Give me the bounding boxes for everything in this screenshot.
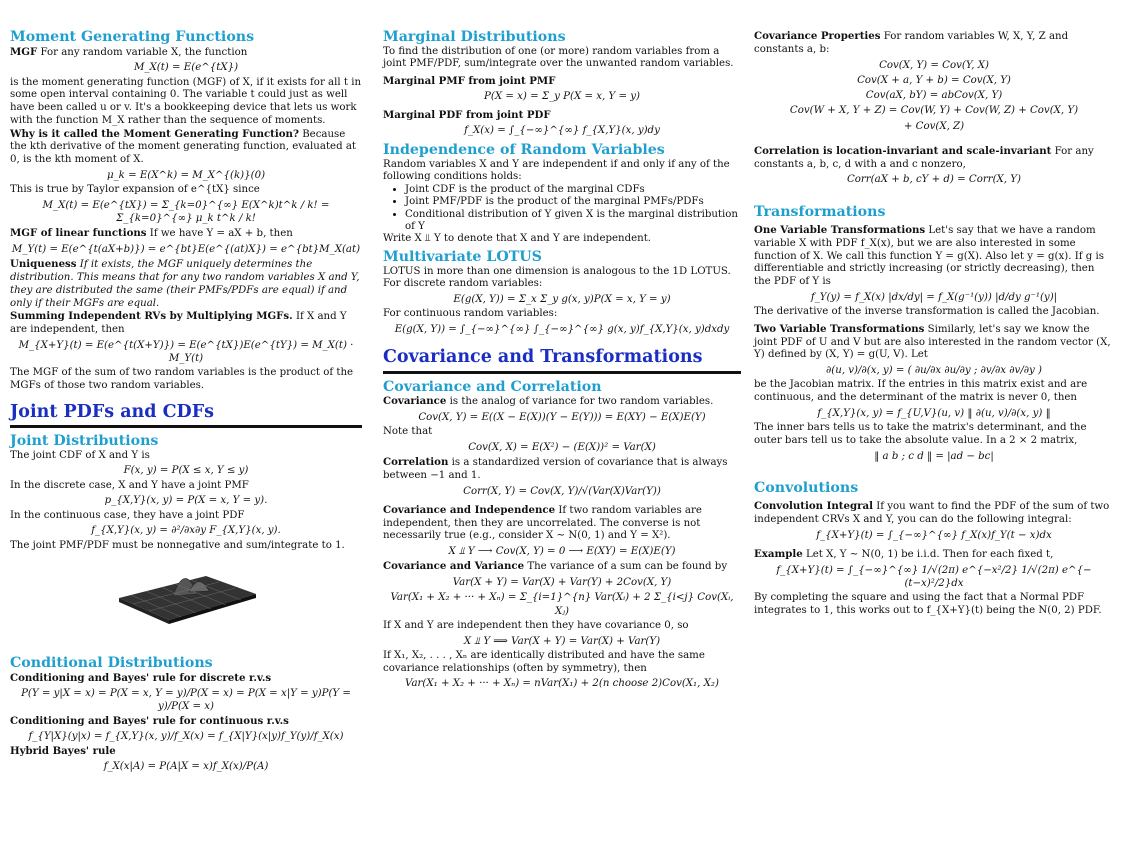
joint-pmf-text: In the discrete case, X and Y have a joint PMF (10, 479, 249, 491)
correlation-invariance-equation: Corr(aX + b, cY + d) = Corr(X, Y) (846, 174, 1021, 186)
covariance-variance-equation: Cov(X, X) = E(X²) − (E(X))² = Var(X) (468, 441, 656, 453)
mgf-linear: MGF of linear functions If we have Y = aX + b, then (10, 227, 293, 240)
column-1 (10, 30, 362, 775)
section-divider (383, 371, 741, 374)
joint-cdf-text: The joint CDF of X and Y is (10, 449, 150, 461)
two-variable-transformations: Two Variable Transformations Similarly, let's say we know the joint PDF of U and V but are also interested in the random vector (X, Y) defined by (X, Y) = g(U, V). Let (754, 322, 1111, 361)
covariance-property-equation: Cov(aX, bY) = abCov(X, Y) (865, 90, 1003, 101)
independence-notation: Write X ⫫ Y to denote that X and Y are independent. (383, 233, 652, 245)
covariance-property-equation: Cov(X + a, Y + b) = Cov(X, Y) (857, 74, 1011, 86)
independent-variance-equation: X ⫫ Y ⟹ Var(X + Y) = Var(X) + Var(Y) (463, 635, 661, 647)
two-variable-equation: f_{X,Y}(x, y) = f_{U,V}(u, v) ‖ ∂(u, v)/∂(x, y) ‖ (817, 407, 1051, 419)
taylor-equation: M_X(t) = E(e^{tX}) = Σ_{k=0}^{∞} E(X^k)t^k / k! = Σ_{k=0}^{∞} μ_k t^k / k! (42, 199, 330, 225)
jacobian-matrix-equation: ∂(u, v)/∂(x, y) = ( ∂u/∂x ∂u/∂y ; ∂v/∂x ∂v/∂y ) (826, 365, 1042, 377)
covariance-independence-equation: X ⫫ Y ⟶ Cov(X, Y) = 0 ⟶ E(XY) = E(X)E(Y) (448, 546, 676, 558)
joint-pdf-text: In the continuous case, they have a joint PDF (10, 509, 245, 521)
covariance-property-equation: Cov(W + X, Y + Z) = Cov(W, Y) + Cov(W, Z) + Cov(X, Y) (789, 105, 1079, 117)
section-title-covariance-correlation: Covariance and Correlation (383, 378, 602, 395)
convolution-example-equation: f_{X+Y}(t) = ∫_{−∞}^{∞} 1/√(2π) e^{−x²/2} 1/√(2π) e^{−(t−x)²/2}dx (776, 564, 1092, 590)
covariance-properties: Covariance Properties For random variables W, X, Y, Z and constants a, b: (754, 30, 1069, 55)
independence-text: Random variables X and Y are independent if and only if any of the following conditions holds: (383, 158, 730, 183)
covariance-property-equation: Cov(X, Y) = Cov(Y, X) (879, 59, 989, 71)
mgf-linear-equation: M_Y(t) = E(e^{t(aX+b)}) = e^{bt}E(e^{(at)X}) = e^{bt}M_X(at) (11, 244, 361, 256)
section-title-joint-distributions: Joint Distributions (10, 433, 159, 450)
correlation-equation: Corr(X, Y) = Cov(X, Y)/√(Var(X)Var(Y)) (463, 485, 661, 497)
iid-text: If X₁, X₂, . . . , Xₙ are identically distributed and have the same covariance relationships (often by symmetry), then (383, 649, 705, 674)
marginal-pmf-heading: Marginal PMF from joint PMF (383, 75, 556, 88)
covariance-property-equation: + Cov(X, Z) (903, 120, 965, 132)
section-title-marginal: Marginal Distributions (383, 29, 566, 45)
correlation-definition: Correlation is a standardized version of covariance that is always between −1 and 1. (383, 456, 728, 481)
joint-pdf-surface-plot (111, 558, 261, 626)
joint-cdf-equation: F(x, y) = P(X ≤ x, Y ≤ y) (123, 465, 249, 477)
mgf-definition-equation: M_X(t) = E(e^{tX}) (133, 62, 239, 74)
lotus-continuous-equation: E(g(X, Y)) = ∫_{−∞}^{∞} ∫_{−∞}^{∞} g(x, y)f_{X,Y}(x, y)dxdy (394, 324, 730, 336)
mgf-why: Why is it called the Moment Generating Function? Because the kth derivative of the moment generating function, evaluated at 0, is the kth moment of X. (10, 127, 356, 166)
marginal-text: To find the distribution of one (or more) random variables from a joint PMF/PDF, sum/integrate over the unwanted random variables. (383, 45, 734, 70)
hybrid-bayes-equation: f_X(x|A) = P(A|X = x)f_X(x)/P(A) (103, 761, 269, 773)
mgf-moment-equation: μ_k = E(X^k) = M_X^{(k)}(0) (106, 169, 266, 181)
column-3 (754, 30, 1114, 618)
one-variable-transformations: One Variable Transformations Let's say that we have a random variable X with PDF f_X(x), but we are also interested in some function of X. We call this function Y = g(X). Also let y = g(x). If g is differentiable and strictly increasing (or strictly decreasing), then the PDF of Y is (754, 224, 1104, 288)
section-title-joint-pdfs: Joint PDFs and CDFs (10, 401, 214, 422)
convolution-example: Example Let X, Y ∼ N(0, 1) be i.i.d. Then for each fixed t, (754, 548, 1054, 561)
hybrid-bayes-heading: Hybrid Bayes' rule (10, 745, 116, 758)
section-title-convolutions: Convolutions (754, 479, 859, 496)
mgf-definition-text: is the moment generating function (MGF) of X, if it exists for all t in some open interval containing 0. The variable t could just as well have been called u or v. It's a bookkeeping device that lets us work with the function M_X rather than the sequence of moments. (10, 76, 362, 126)
note-text: Note that (383, 426, 433, 438)
iid-variance-equation: Var(X₁ + X₂ + ··· + Xₙ) = nVar(X₁) + 2(n choose 2)Cov(X₁, X₂) (405, 678, 719, 690)
list-item: • Joint PMF/PDF is the product of the marginal PMFs/PDFs (405, 196, 741, 208)
covariance-equation: Cov(X, Y) = E((X − E(X))(Y − E(Y))) = E(XY) − E(X)E(Y) (418, 411, 706, 423)
cond-discrete-equation: P(Y = y|X = x) = P(X = x, Y = y)/P(X = x) = P(X = x|Y = y)P(Y = y)/P(X = x) (21, 687, 351, 713)
convolution-example-text: By completing the square and using the fact that a Normal PDF integrates to 1, this works out to f_{X+Y}(t) being the N(0, 2) PDF. (754, 592, 1102, 617)
cond-discrete-heading: Conditioning and Bayes' rule for discrete r.v.s (10, 672, 272, 685)
covariance-independence: Covariance and Independence If two random variables are independent, then they are uncorrelated. The converse is not necessarily true (e.g., consider X ∼ N(0, 1) and Y = X²). (383, 503, 702, 542)
section-title-conditional: Conditional Distributions (10, 655, 213, 672)
mgf-sum-equation: M_{X+Y}(t) = E(e^{t(X+Y)}) = E(e^{tX})E(e^{tY}) = M_X(t) · M_Y(t) (18, 339, 354, 365)
lotus-continuous-text: For continuous random variables: (383, 308, 558, 320)
jacobian-matrix-text: be the Jacobian matrix. If the entries in this matrix exist and are continuous, and the determinant of the matrix is never 0, then (754, 379, 1088, 404)
independent-covariance-text: If X and Y are independent then they have covariance 0, so (383, 619, 689, 631)
marginal-pmf-equation: P(X = x) = Σ_y P(X = x, Y = y) (484, 90, 640, 102)
variance-sum-n-equation: Var(X₁ + X₂ + ··· + Xₙ) = Σ_{i=1}^{n} Var(Xᵢ) + 2 Σ_{i<j} Cov(Xᵢ, Xⱼ) (390, 592, 734, 617)
marginal-pdf-heading: Marginal PDF from joint PDF (383, 109, 551, 122)
variance-sum-equation: Var(X + Y) = Var(X) + Var(Y) + 2Cov(X, Y) (452, 577, 672, 589)
cond-continuous-heading: Conditioning and Bayes' rule for continuous r.v.s (10, 715, 289, 728)
determinant-bars-text: The inner bars tells us to take the matrix's determinant, and the outer bars tell us to take the absolute value. In a 2 × 2 matrix, (754, 422, 1087, 446)
convolution-integral-equation: f_{X+Y}(t) = ∫_{−∞}^{∞} f_X(x)f_Y(t − x)dx (816, 529, 1052, 541)
list-item: • Conditional distribution of Y given X is the marginal distribution of Y (405, 209, 741, 233)
one-variable-equation: f_Y(y) = f_X(x) |dx/dy| = f_X(g⁻¹(y)) |d/dy g⁻¹(y)| (810, 291, 1058, 303)
lotus-text: LOTUS in more than one dimension is analogous to the 1D LOTUS. For discrete random variables: (383, 265, 731, 290)
independence-conditions-list (383, 184, 741, 233)
column-2 (383, 30, 741, 693)
section-title-lotus: Multivariate LOTUS (383, 248, 542, 265)
mgf-sum-text: The MGF of the sum of two random variables is the product of the MGFs of those two random variables. (10, 367, 354, 392)
jacobian-text: The derivative of the inverse transformation is called the Jacobian. (754, 306, 1100, 318)
mgf-sum: Summing Independent RVs by Multiplying MGFs. If X and Y are independent, then (10, 310, 347, 336)
cond-continuous-equation: f_{Y|X}(y|x) = f_{X,Y}(x, y)/f_X(x) = f_{X|Y}(x|y)f_Y(y)/f_X(x) (28, 731, 344, 743)
covariance-definition: Covariance is the analog of variance for two random variables. (383, 395, 714, 408)
joint-pdf-equation: f_{X,Y}(x, y) = ∂²/∂x∂y F_{X,Y}(x, y). (91, 525, 281, 537)
lotus-discrete-equation: E(g(X, Y)) = Σ_x Σ_y g(x, y)P(X = x, Y = y) (453, 294, 671, 306)
section-title-transformations: Transformations (754, 203, 886, 220)
covariance-variance: Covariance and Variance The variance of a sum can be found by (383, 560, 728, 573)
convolution-integral: Convolution Integral If you want to find the PDF of the sum of two independent CRVs X and Y, you can do the following integral: (754, 500, 1110, 526)
list-item: • Joint CDF is the product of the marginal CDFs (405, 184, 741, 196)
taylor-text: This is true by Taylor expansion of e^{tX} since (10, 184, 260, 196)
mgf-definition: MGF For any random variable X, the function (10, 45, 248, 58)
section-title-covariance-transformations: Covariance and Transformations (383, 347, 703, 368)
correlation-invariance: Correlation is location-invariant and scale-invariant For any constants a, b, c, d with a and c nonzero, (754, 144, 1094, 170)
joint-pmf-equation: p_{X,Y}(x, y) = P(X = x, Y = y). (104, 495, 268, 507)
section-divider (10, 425, 362, 428)
determinant-equation: ‖ a b ; c d ‖ = |ad − bc| (874, 450, 994, 462)
section-title-independence: Independence of Random Variables (383, 142, 665, 159)
section-title-mgf: Moment Generating Functions (10, 29, 255, 45)
mgf-uniqueness: Uniqueness If it exists, the MGF uniquely determines the distribution. This means that for any two random variables X and Y, they are distributed the same (their PMFs/PDFs are equal) if and only if their MGFs are equal. (10, 258, 360, 309)
joint-constraint-text: The joint PMF/PDF must be nonnegative and sum/integrate to 1. (10, 539, 345, 551)
marginal-pdf-equation: f_X(x) = ∫_{−∞}^{∞} f_{X,Y}(x, y)dy (464, 124, 660, 136)
